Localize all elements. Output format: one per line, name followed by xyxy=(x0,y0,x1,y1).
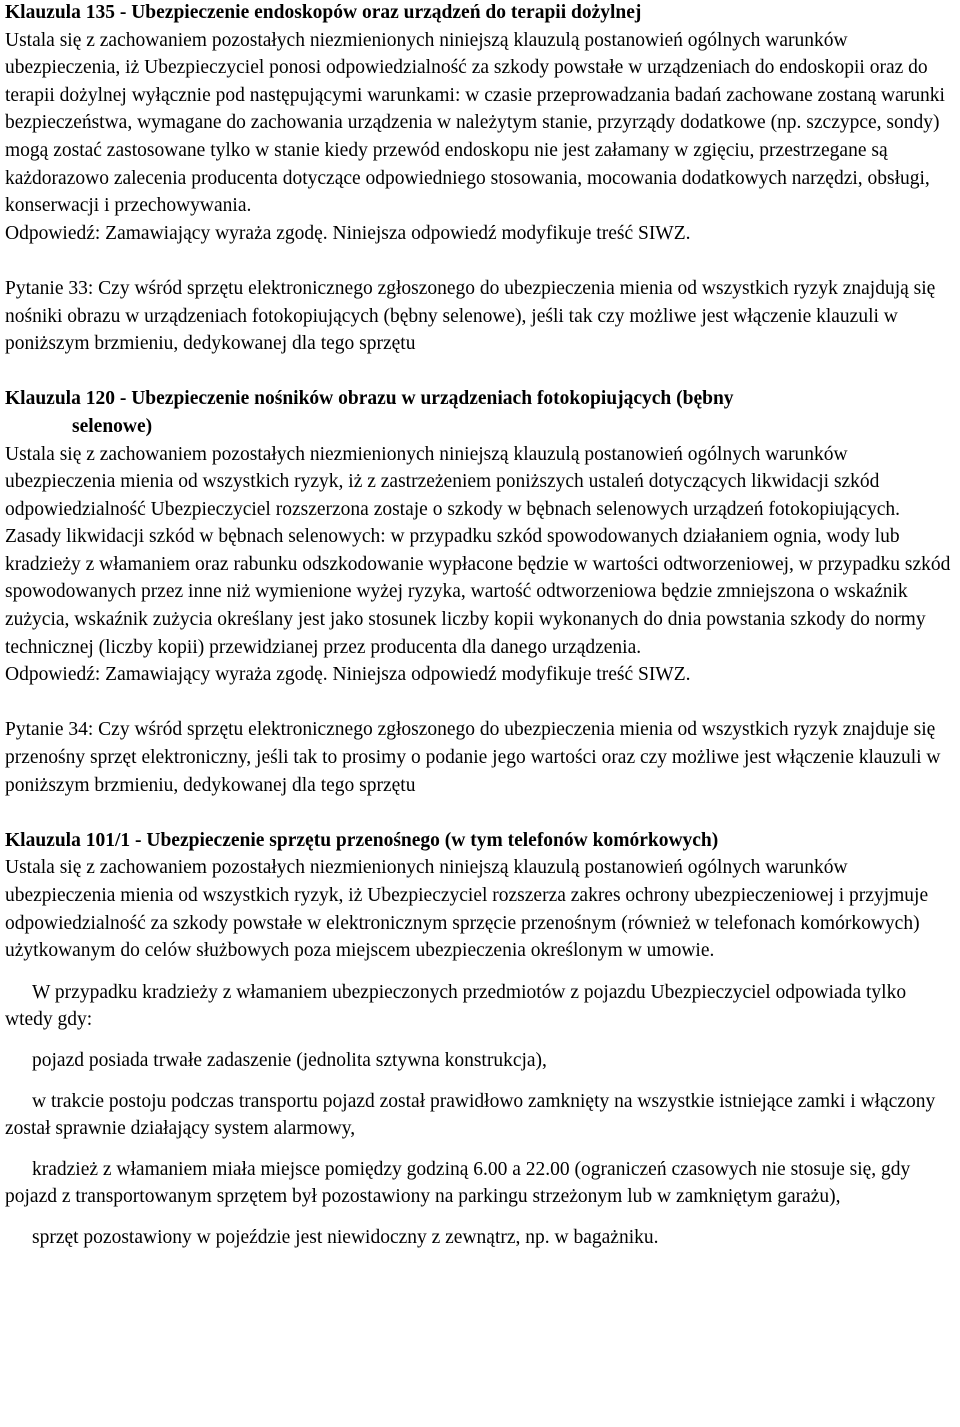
answer-1: Odpowiedź: Zamawiający wyraża zgodę. Niniejsza odpowiedź modyfikuje treść SIWZ. xyxy=(5,222,691,244)
spacer xyxy=(5,965,957,979)
clause-120-title xyxy=(5,385,957,440)
spacer xyxy=(5,1143,957,1156)
spacer xyxy=(5,247,957,275)
condition-item: pojazd posiada trwałe zadaszenie (jednolita sztywna konstrukcja), xyxy=(32,1049,547,1071)
condition-item: sprzęt pozostawiony w pojeździe jest niewidoczny z zewnątrz, np. w bagażniku. xyxy=(32,1226,659,1248)
question-33-text: Czy wśród sprzętu elektronicznego zgłoszonego do ubezpieczenia mienia od wszystkich ryzyk znajdują się nośniki obrazu w urządzeniach fotokopiujących (bębny selenowe), jeśli tak czy możliwe jest włączenie klauzuli w poniższym brzmieniu, dedykowanej dla tego sprzętu xyxy=(5,277,936,355)
spacer xyxy=(5,799,957,827)
clause-120-title-line1: Klauzula 120 - Ubezpieczenie nośników obrazu w urządzeniach fotokopiujących (bębny xyxy=(5,388,734,410)
clause-135-body: Ustala się z zachowaniem pozostałych niezmienionych niniejszą klauzulą postanowień ogólnych warunków ubezpieczenia, iż Ubezpieczyciel ponosi odpowiedzialność za szkody powstałe w urządzeniach do endoskopii oraz do terapii dożylnej wyłącznie pod następującymi warunkami: w czasie przeprowadzania badań zachowane zostaną warunki bezpieczeństwa, wymagane do zachowania urządzenia w należytym stanie, przyrządy dodatkowe (np. szczypce, sondy) mogą zostać zastosowane tylko w stanie kiedy przewód endoskopu nie jest załamany w zgięciu, przestrzegane są każdorazowo zalecenia producenta dotyczące odpowiedniego stosowania, mocowania dodatkowych narzędzi, obsługi, konserwacji i przechowywania. xyxy=(5,29,945,217)
clause-120-title-line2: selenowe) xyxy=(72,415,153,437)
question-34-label: Pytanie 34: xyxy=(5,719,94,741)
spacer xyxy=(5,689,957,717)
clause-101-body: Ustala się z zachowaniem pozostałych niezmienionych niniejszą klauzulą postanowień ogólnych warunków ubezpieczenia mienia od wszystkich ryzyk, iż Ubezpieczyciel rozszerza zakres ochrony ubezpieczeniowej i przyjmuje odpowiedzialność za szkody powstałe w elektronicznym sprzęcie przenośnym (również w telefonach komórkowych) użytkowanym do celów służbowych poza miejscem ubezpieczenia określonym w umowie. xyxy=(5,857,929,962)
spacer xyxy=(5,1211,957,1224)
question-34-text: Czy wśród sprzętu elektronicznego zgłoszonego do ubezpieczenia mienia od wszystkich ryzyk znajduje się przenośny sprzęt elektroniczny, jeśli tak to prosimy o podanie jego wartości oraz czy możliwe jest włączenie klauzuli w poniższym brzmieniu, dedykowanej dla tego sprzętu xyxy=(5,719,941,796)
clause-101-title: Klauzula 101/1 - Ubezpieczenie sprzętu przenośnego (w tym telefonów komórkowych) xyxy=(5,829,719,851)
condition-item: w trakcie postoju podczas transportu pojazd został prawidłowo zamknięty na wszystkie istniejące zamki i włączony został sprawnie działający system alarmowy, xyxy=(5,1090,936,1140)
condition-item: kradzież z włamaniem miała miejsce pomiędzy godziną 6.00 a 22.00 (ograniczeń czasowych nie stosuje się, gdy pojazd z transportowanym sprzętem był pozostawiony na parkingu strzeżonym lub w zamkniętym garażu), xyxy=(5,1158,911,1208)
spacer xyxy=(5,358,957,386)
document-page xyxy=(5,0,957,1252)
spacer xyxy=(5,1075,957,1088)
question-33-label: Pytanie 33: xyxy=(5,277,94,299)
clause-101-theft-intro: W przypadku kradzieży z włamaniem ubezpieczonych przedmiotów z pojazdu Ubezpieczyciel odpowiada tylko wtedy gdy: xyxy=(5,981,907,1031)
question-33 xyxy=(5,275,957,358)
question-34 xyxy=(5,716,957,799)
spacer xyxy=(5,1034,957,1047)
clause-135-title: Klauzula 135 - Ubezpieczenie endoskopów oraz urządzeń do terapii dożylnej xyxy=(5,2,642,23)
answer-2: Odpowiedź: Zamawiający wyraża zgodę. Niniejsza odpowiedź modyfikuje treść SIWZ. xyxy=(5,664,691,686)
clause-120-body: Ustala się z zachowaniem pozostałych niezmienionych niniejszą klauzulą postanowień ogólnych warunków ubezpieczenia mienia od wszystkich ryzyk, iż z zastrzeżeniem poniższych ustaleń dotyczących likwidacji szkód odpowiedzialność Ubezpieczyciel rozszerzona zostaje o szkody w bębnach selenowych urządzeń fotokopiujących. Zasady likwidacji szkód w bębnach selenowych: w przypadku szkód spowodowanych działaniem ognia, wody lub kradzieży z włamaniem oraz rabunku odszkodowanie wypłacone będzie w wartości odtworzeniowej, w przypadku szkód spowodowanych przez inne niż wymienione wyżej ryzyka, wartość odtworzeniowa będzie zmniejszona o wskaźnik zużycia, wskaźnik zużycia określany jest jako stosunek liczby kopii wykonanych do dnia powstania szkody do normy technicznej (liczby kopii) przewidzianej przez producenta dla danego urządzenia. xyxy=(5,443,951,658)
